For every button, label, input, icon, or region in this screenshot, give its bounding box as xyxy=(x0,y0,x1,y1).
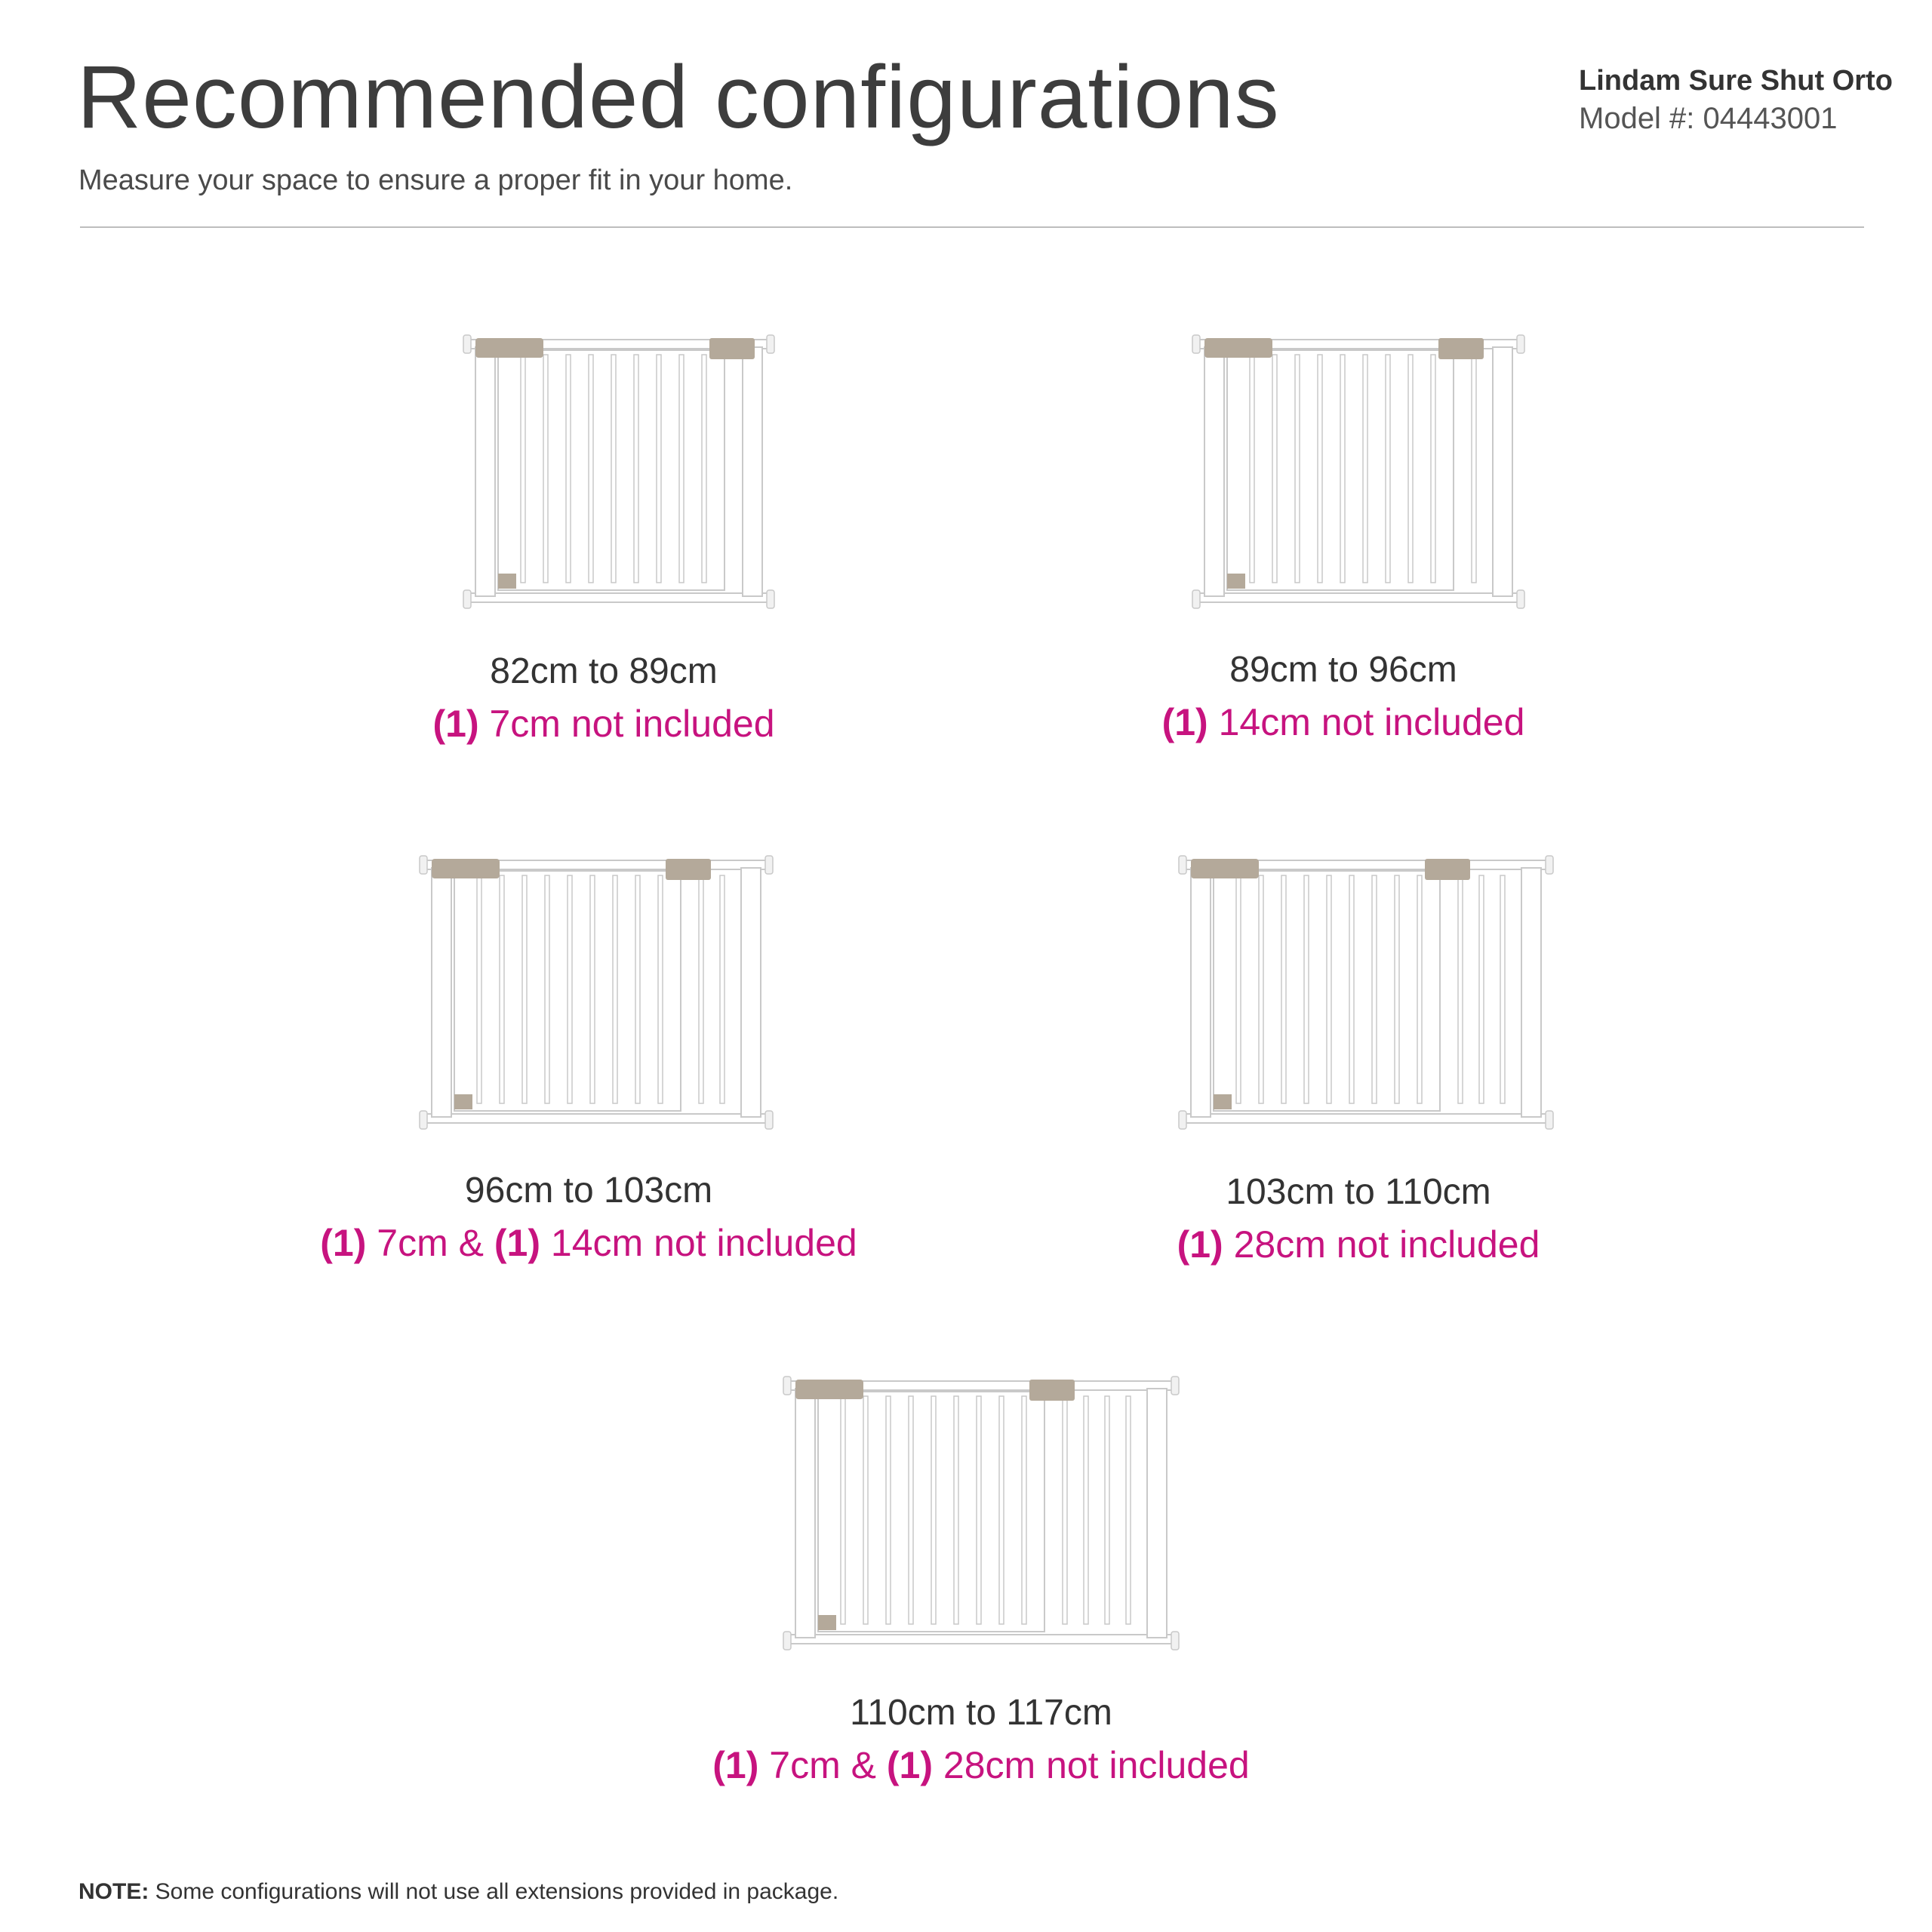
size-range: 110cm to 117cm xyxy=(850,1693,1112,1733)
gate-bar xyxy=(886,1396,891,1624)
gate-bar xyxy=(977,1396,981,1624)
gate-image xyxy=(460,325,777,626)
gate-bar xyxy=(566,355,571,583)
extension-bar xyxy=(1063,1396,1067,1624)
extension-bar xyxy=(1479,875,1484,1103)
gate-bar xyxy=(568,875,572,1103)
gate-bar xyxy=(522,875,527,1103)
gate-right-post xyxy=(1147,1389,1167,1638)
gate-image xyxy=(755,1366,1208,1668)
extension-bar xyxy=(1084,1396,1088,1624)
gate-handle xyxy=(432,859,500,878)
gate-bar xyxy=(1363,355,1367,583)
gate-hinge xyxy=(498,574,516,589)
wall-cup xyxy=(1179,1111,1186,1129)
gate-bar xyxy=(1431,355,1435,583)
extension-note xyxy=(1102,700,1585,744)
wall-cup xyxy=(783,1377,791,1395)
gate-handle xyxy=(1204,338,1272,358)
extension-size: 7cm xyxy=(478,703,561,745)
extension-bar xyxy=(699,875,703,1103)
config-card xyxy=(679,1366,1283,1804)
wall-cup xyxy=(765,1111,773,1129)
model-number: Model #: 04443001 xyxy=(1579,102,1838,135)
product-name: Lindam Sure Shut Orto xyxy=(1579,65,1893,97)
quantity-label: (1) xyxy=(712,1744,759,1786)
not-included-text: not included xyxy=(1310,701,1525,743)
gate-bar xyxy=(863,1396,868,1624)
wall-cup xyxy=(1546,1111,1553,1129)
quantity-label: (1) xyxy=(432,703,479,745)
quantity-label: (1) xyxy=(1161,701,1208,743)
wall-cup xyxy=(1171,1632,1179,1650)
gate-hinge xyxy=(818,1615,836,1630)
gate-bar xyxy=(1408,355,1413,583)
gate-bar xyxy=(1395,875,1399,1103)
gate-bar xyxy=(1372,875,1377,1103)
gate-bar xyxy=(521,355,525,583)
wall-cup xyxy=(767,335,774,353)
gate-right-post xyxy=(1493,347,1512,596)
wall-cup xyxy=(1517,335,1524,353)
gate-bar xyxy=(1295,355,1300,583)
gate-bar xyxy=(545,875,549,1103)
extension-size: 7cm xyxy=(758,1744,851,1786)
extension-note xyxy=(1117,1223,1600,1266)
gate-bottom-rail xyxy=(1197,593,1520,602)
gate-latch xyxy=(1029,1380,1075,1401)
wall-cup xyxy=(783,1632,791,1650)
footnote-label: NOTE: xyxy=(78,1879,149,1904)
gate-bar xyxy=(634,355,638,583)
gate-bar xyxy=(1417,875,1422,1103)
gate-bar xyxy=(999,1396,1004,1624)
gate-left-post xyxy=(432,868,451,1117)
wall-cup xyxy=(1546,856,1553,874)
gate-bar xyxy=(1386,355,1390,583)
extension-note xyxy=(679,1743,1283,1787)
size-range: 89cm to 96cm xyxy=(1229,650,1457,690)
ampersand: & xyxy=(458,1222,494,1264)
extension-size: 14cm xyxy=(540,1222,644,1264)
gate-left-post xyxy=(795,1389,815,1638)
extension-size: 14cm xyxy=(1208,701,1311,743)
gate-bar xyxy=(841,1396,845,1624)
config-card xyxy=(362,325,845,762)
wall-cup xyxy=(765,856,773,874)
gate-bar xyxy=(1304,875,1309,1103)
gate-bottom-rail xyxy=(424,1114,768,1123)
gate-right-post xyxy=(1521,868,1541,1117)
gate-latch xyxy=(666,859,711,880)
config-card xyxy=(1102,325,1585,762)
header-divider xyxy=(80,226,1864,228)
gate-bottom-rail xyxy=(788,1635,1174,1644)
gate-bar xyxy=(679,355,684,583)
footnote xyxy=(78,1879,838,1905)
wall-cup xyxy=(1517,590,1524,608)
gate-right-post xyxy=(743,347,762,596)
extension-bar xyxy=(720,875,724,1103)
quantity-label: (1) xyxy=(886,1744,933,1786)
gate-bar xyxy=(635,875,640,1103)
gate-bar xyxy=(909,1396,913,1624)
gate-bar xyxy=(1318,355,1322,583)
wall-cup xyxy=(1171,1377,1179,1395)
size-range: 82cm to 89cm xyxy=(490,651,718,691)
config-card xyxy=(317,845,860,1283)
gate-hinge xyxy=(1227,574,1245,589)
extension-note xyxy=(362,702,845,746)
gate-bottom-rail xyxy=(1183,1114,1549,1123)
wall-cup xyxy=(463,590,471,608)
footnote-text: Some configurations will not use all extensions provided in package. xyxy=(149,1879,839,1904)
gate-right-post xyxy=(741,868,761,1117)
gate-image xyxy=(408,845,785,1147)
page-title: Recommended configurations xyxy=(77,48,1280,147)
gate-bar xyxy=(1340,355,1345,583)
not-included-text: not included xyxy=(1325,1223,1540,1266)
gate-latch xyxy=(1425,859,1470,880)
wall-cup xyxy=(1192,590,1200,608)
size-range: 96cm to 103cm xyxy=(464,1171,713,1211)
gate-bar xyxy=(1022,1396,1026,1624)
extension-bar xyxy=(1126,1396,1131,1624)
config-card xyxy=(1117,845,1600,1283)
extension-size: 7cm xyxy=(366,1222,459,1264)
extension-bar xyxy=(1472,355,1476,583)
gate-bar xyxy=(1250,355,1254,583)
extension-bar xyxy=(1105,1396,1109,1624)
gate-handle xyxy=(475,338,543,358)
gate-handle xyxy=(795,1380,863,1399)
gate-bar xyxy=(1259,875,1263,1103)
gate-hinge xyxy=(454,1094,472,1109)
gate-bar xyxy=(1236,875,1241,1103)
gate-bottom-rail xyxy=(468,593,770,602)
gate-bar xyxy=(658,875,663,1103)
gate-bar xyxy=(590,875,595,1103)
gate-bar xyxy=(657,355,661,583)
extension-note xyxy=(317,1221,860,1265)
gate-bar xyxy=(613,875,617,1103)
size-range: 103cm to 110cm xyxy=(1226,1172,1491,1212)
not-included-text: not included xyxy=(560,703,775,745)
wall-cup xyxy=(420,856,427,874)
gate-bar xyxy=(1327,875,1331,1103)
gate-bar xyxy=(500,875,504,1103)
gate-latch xyxy=(709,338,755,359)
gate-hinge xyxy=(1214,1094,1232,1109)
gate-bar xyxy=(611,355,616,583)
wall-cup xyxy=(463,335,471,353)
wall-cup xyxy=(1192,335,1200,353)
gate-left-post xyxy=(1191,868,1211,1117)
wall-cup xyxy=(420,1111,427,1129)
gate-bar xyxy=(543,355,548,583)
ampersand: & xyxy=(851,1744,887,1786)
quantity-label: (1) xyxy=(494,1222,540,1264)
extension-size: 28cm xyxy=(1223,1223,1326,1266)
gate-image xyxy=(1170,325,1547,626)
extension-bar xyxy=(1458,875,1463,1103)
gate-latch xyxy=(1438,338,1484,359)
gate-bar xyxy=(589,355,593,583)
extension-size: 28cm xyxy=(933,1744,1036,1786)
quantity-label: (1) xyxy=(320,1222,367,1264)
not-included-text: not included xyxy=(643,1222,857,1264)
gate-bar xyxy=(1272,355,1277,583)
extension-bar xyxy=(1500,875,1505,1103)
product-info xyxy=(1579,65,1896,136)
wall-cup xyxy=(1179,856,1186,874)
gate-bar xyxy=(702,355,706,583)
gate-image xyxy=(1147,845,1585,1162)
wall-cup xyxy=(767,590,774,608)
not-included-text: not included xyxy=(1035,1744,1250,1786)
gate-bar xyxy=(477,875,481,1103)
gate-handle xyxy=(1191,859,1259,878)
gate-left-post xyxy=(475,347,495,596)
gate-bar xyxy=(931,1396,936,1624)
gate-bar xyxy=(954,1396,958,1624)
gate-bar xyxy=(1281,875,1286,1103)
quantity-label: (1) xyxy=(1177,1223,1223,1266)
gate-bar xyxy=(1349,875,1354,1103)
page-subtitle: Measure your space to ensure a proper fit in your home. xyxy=(78,165,793,196)
gate-left-post xyxy=(1204,347,1224,596)
